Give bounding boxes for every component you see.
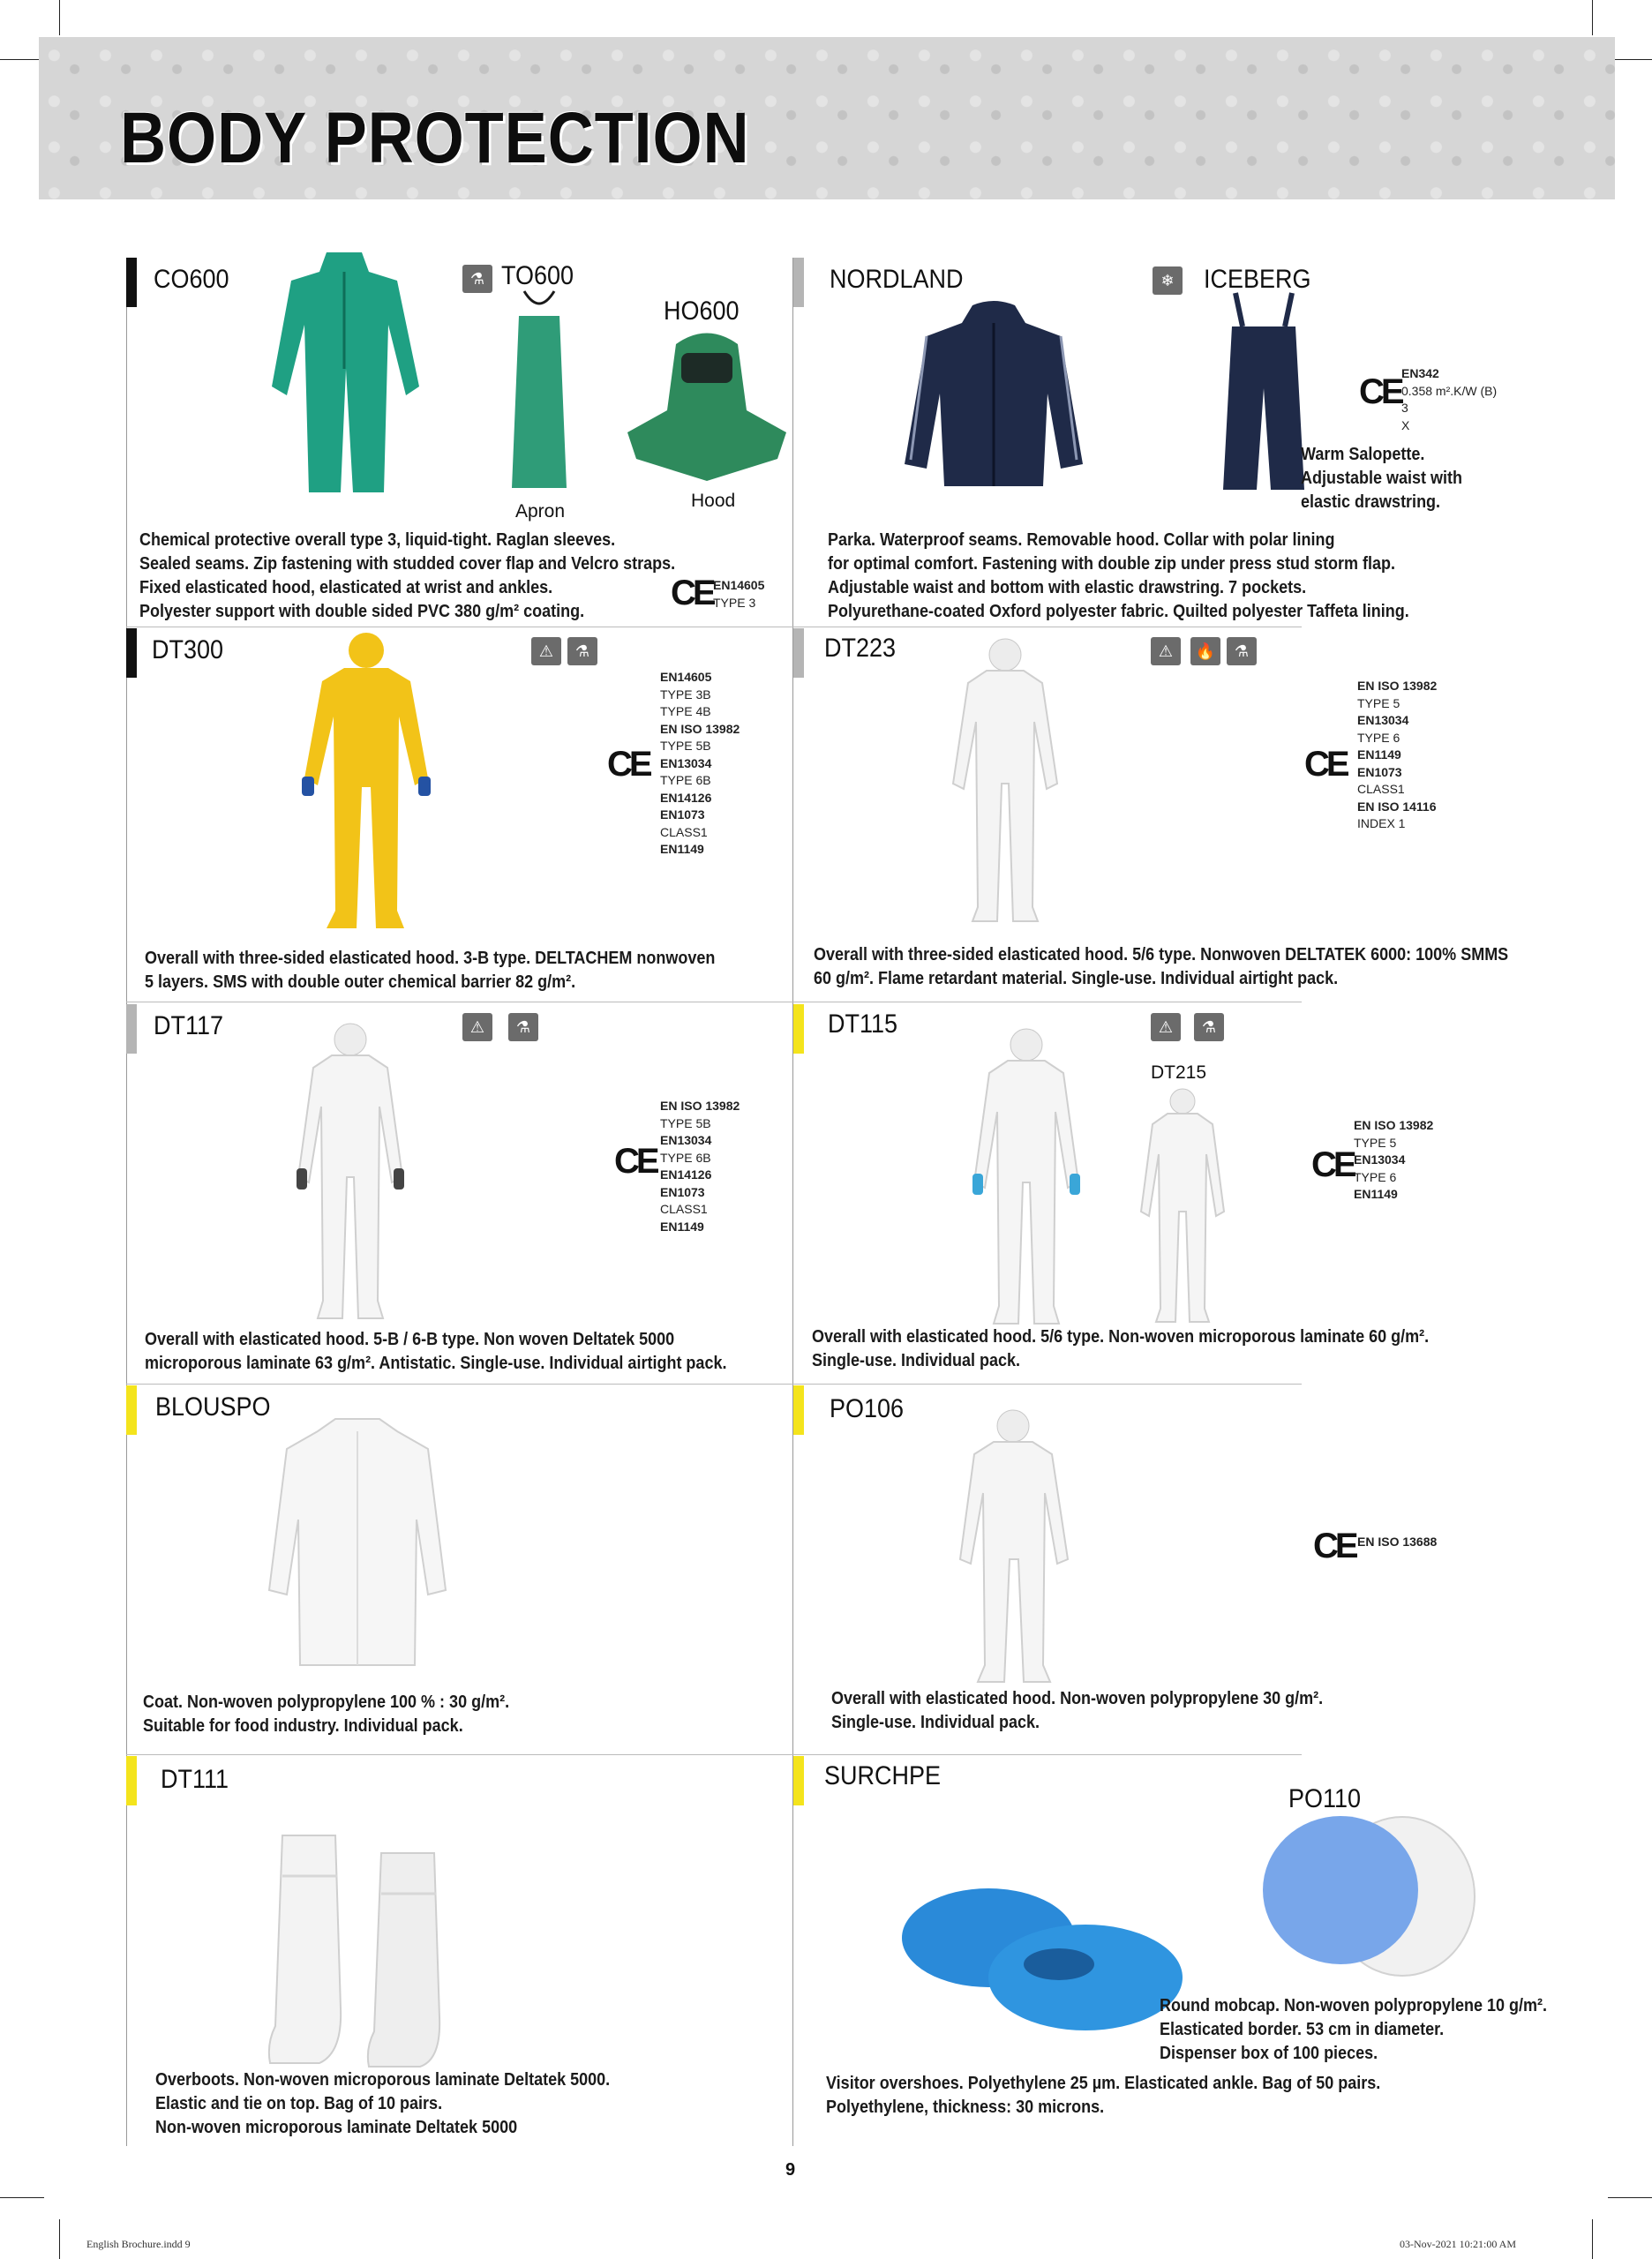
product-description-iceberg: Warm Salopette. Adjustable waist with elastic drawstring. bbox=[1301, 445, 1463, 512]
crop-mark bbox=[59, 0, 60, 35]
protection-icon: ⚠ bbox=[531, 637, 561, 665]
chemical-icon: ⚗ bbox=[1227, 637, 1257, 665]
overall-image-dt223 bbox=[950, 634, 1061, 925]
crop-mark bbox=[1592, 0, 1593, 35]
product-description-po110: Round mobcap. Non-woven polypropylene 10 g/m². Elasticated border. 53 cm in diameter. Dispenser box of 100 pieces. bbox=[1160, 1996, 1548, 2063]
row-divider bbox=[126, 1754, 1302, 1755]
protection-icon: ⚠ bbox=[1151, 1013, 1181, 1041]
column-divider bbox=[792, 258, 793, 2146]
norms-dt115: EN ISO 13982 TYPE 5 EN13034 TYPE 6 EN1149 bbox=[1354, 1118, 1434, 1201]
ce-mark: CE bbox=[607, 745, 650, 784]
section-marker bbox=[793, 1004, 804, 1054]
norms-dt117: EN ISO 13982 TYPE 5B EN13034 TYPE 6B EN14126 EN1073 CLASS1 EN1149 bbox=[660, 1099, 740, 1234]
section-marker bbox=[126, 1756, 137, 1805]
norms-dt223: EN ISO 13982 TYPE 5 EN13034 TYPE 6 EN1149 EN1073 CLASS1 EN ISO 14116 INDEX 1 bbox=[1357, 679, 1438, 830]
product-description-co600: Chemical protective overall type 3, liquid-tight. Raglan sleeves. Sealed seams. Zip fastening with studded cover flap and Velcro straps. Fixed elasticated hood, elasticated at wrist and ankles. Polyester support with double sided PVC 380 g/m² coating. bbox=[139, 530, 676, 621]
norms-dt300: EN14605 TYPE 3B TYPE 4B EN ISO 13982 TYPE 5B EN13034 TYPE 6B EN14126 EN1073 CLASS1 EN1149 bbox=[660, 670, 740, 856]
product-title-surchpe: SURCHPE bbox=[824, 1761, 942, 1790]
product-title-dt223: DT223 bbox=[824, 634, 897, 663]
product-title-po106: PO106 bbox=[830, 1394, 905, 1423]
product-title-to600: TO600 bbox=[501, 261, 574, 290]
product-title-nordland: NORDLAND bbox=[830, 265, 964, 294]
ce-mark: CE bbox=[1311, 1145, 1354, 1184]
crop-mark bbox=[59, 2219, 60, 2259]
product-title-dt300: DT300 bbox=[152, 635, 224, 664]
product-title-ho600: HO600 bbox=[664, 296, 740, 326]
crop-mark bbox=[1592, 2219, 1593, 2259]
mobcap-image-po110 bbox=[1257, 1812, 1477, 1989]
section-marker bbox=[793, 258, 804, 307]
section-marker bbox=[793, 1756, 804, 1805]
ce-mark: CE bbox=[1313, 1527, 1355, 1565]
column-divider bbox=[126, 258, 127, 2146]
overall-image-dt300 bbox=[300, 628, 432, 933]
product-label-apron: Apron bbox=[515, 501, 566, 522]
parka-image-nordland bbox=[902, 296, 1085, 491]
section-marker bbox=[126, 1004, 137, 1054]
chemical-icon: ⚗ bbox=[1194, 1013, 1224, 1041]
cold-weather-icon: ❄ bbox=[1153, 266, 1183, 295]
coat-image-blouspo bbox=[265, 1414, 450, 1670]
section-marker bbox=[793, 1385, 804, 1435]
footer-timestamp: 03-Nov-2021 10:21:00 AM bbox=[1400, 2238, 1516, 2250]
product-description-dt111: Overboots. Non-woven microporous laminate Deltatek 5000. Elastic and tie on top. Bag of 10 pairs. Non-woven microporous laminate Deltatek 5000 bbox=[155, 2070, 611, 2137]
product-title-dt111: DT111 bbox=[161, 1765, 229, 1794]
flame-retardant-icon: 🔥 bbox=[1190, 637, 1220, 665]
ce-mark: CE bbox=[1304, 745, 1347, 784]
protection-icon: ⚠ bbox=[462, 1013, 492, 1041]
apron-image-to600 bbox=[508, 289, 570, 492]
product-title-dt117: DT117 bbox=[154, 1011, 224, 1040]
chemical-icon: ⚗ bbox=[508, 1013, 538, 1041]
norms-co600: EN14605 TYPE 3 bbox=[713, 578, 765, 610]
product-label-dt215: DT215 bbox=[1151, 1062, 1207, 1083]
product-description-dt300: Overall with three-sided elasticated hood. 3-B type. DELTACHEM nonwoven 5 layers. SMS with double outer chemical barrier 82 g/m². bbox=[145, 949, 716, 992]
product-description-blouspo: Coat. Non-woven polypropylene 100 % : 30 g/m². Suitable for food industry. Individual pack. bbox=[143, 1692, 510, 1736]
section-marker bbox=[793, 628, 804, 678]
product-description-dt223: Overall with three-sided elasticated hood. 5/6 type. Nonwoven DELTATEK 6000: 100% SMMS 60 g/m². Flame retardant material. Single-use. Individual airtight pack. bbox=[814, 945, 1509, 988]
section-marker bbox=[126, 258, 137, 307]
product-title-blouspo: BLOUSPO bbox=[155, 1392, 271, 1422]
product-description-dt117: Overall with elasticated hood. 5-B / 6-B type. Non woven Deltatek 5000 microporous laminate 63 g/m². Antistatic. Single-use. Individual airtight pack. bbox=[145, 1330, 727, 1373]
ce-mark: CE bbox=[614, 1142, 657, 1181]
salopette-image-iceberg bbox=[1216, 291, 1311, 494]
product-description-dt115: Overall with elasticated hood. 5/6 type. Non-woven microporous laminate 60 g/m². Single-use. Individual pack. bbox=[812, 1327, 1430, 1370]
page-title: BODY PROTECTION bbox=[120, 98, 750, 178]
product-title-co600: CO600 bbox=[154, 265, 229, 294]
header-banner bbox=[39, 37, 1615, 199]
product-label-hood: Hood bbox=[691, 491, 736, 511]
section-marker bbox=[126, 1385, 137, 1435]
product-description-po106: Overall with elasticated hood. Non-woven polypropylene 30 g/m². Single-use. Individual pack. bbox=[831, 1689, 1324, 1732]
product-description-nordland: Parka. Waterproof seams. Removable hood. Collar with polar lining for optimal comfort. Fastening with double zip under press stud storm flap. Adjustable waist and bottom with elastic drawstring. 7 pockets. Polyurethane-coated Oxford polyester fabric. Quilted polyester Taffeta lining. bbox=[828, 530, 1409, 621]
chemical-icon: ⚗ bbox=[462, 265, 492, 293]
hood-image-ho600 bbox=[623, 326, 791, 485]
overboots-image-dt111 bbox=[267, 1832, 469, 2070]
row-divider bbox=[126, 1384, 1302, 1385]
crop-mark bbox=[1608, 2197, 1652, 2198]
footer-filename: English Brochure.indd 9 bbox=[86, 2238, 191, 2250]
product-title-iceberg: ICEBERG bbox=[1204, 265, 1311, 294]
chemical-icon: ⚗ bbox=[567, 637, 597, 665]
ce-mark: CE bbox=[1359, 372, 1401, 411]
crop-mark bbox=[0, 59, 44, 60]
overall-image-co600 bbox=[265, 245, 424, 501]
overall-image-dt115 bbox=[971, 1024, 1082, 1328]
product-description-surchpe: Visitor overshoes. Polyethylene 25 µm. Elasticated ankle. Bag of 50 pairs. Polyethylene, thickness: 30 microns. bbox=[826, 2074, 1381, 2117]
overall-image-dt215 bbox=[1138, 1084, 1227, 1326]
overshoes-image-surchpe bbox=[900, 1867, 1200, 2035]
product-title-dt115: DT115 bbox=[828, 1009, 898, 1039]
overall-image-po106 bbox=[935, 1405, 1085, 1685]
ce-mark: CE bbox=[671, 574, 713, 612]
protection-icon: ⚠ bbox=[1151, 637, 1181, 665]
overall-image-dt117 bbox=[295, 1018, 406, 1323]
norms-po106: EN ISO 13688 bbox=[1357, 1535, 1438, 1549]
norms-iceberg: EN342 0.358 m².K/W (B) 3 X bbox=[1401, 366, 1498, 432]
page-number: 9 bbox=[785, 2160, 796, 2180]
section-marker bbox=[126, 628, 137, 678]
product-title-po110: PO110 bbox=[1288, 1784, 1362, 1813]
crop-mark bbox=[0, 2197, 44, 2198]
